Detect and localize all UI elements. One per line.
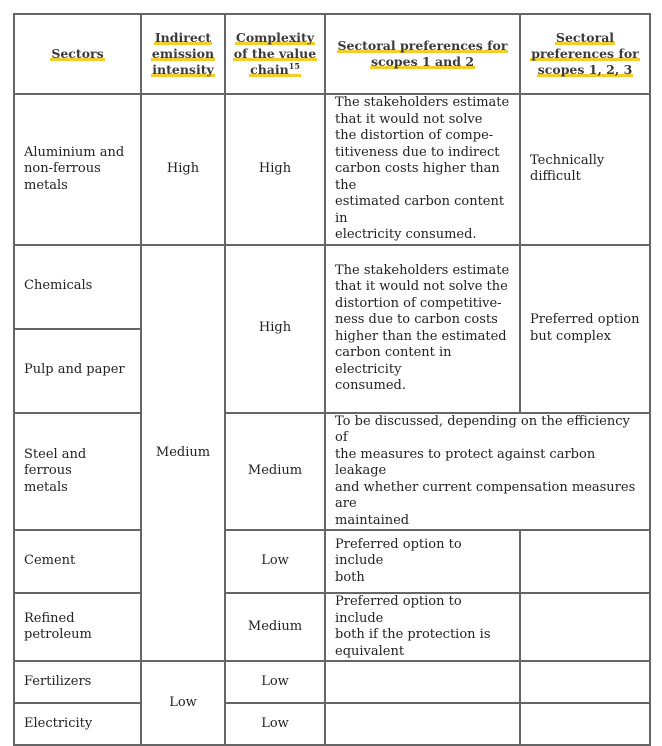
complexity-cell: Low	[225, 661, 325, 703]
row-aluminium	[14, 94, 650, 245]
header-pref-scopes-1-2-3: Sectoral preferences for scopes 1, 2, 3	[520, 14, 650, 94]
intensity-cell: High	[141, 94, 225, 245]
sector-cell: Pulp and paper	[14, 329, 141, 413]
sector-cell: Steel and ferrous metals	[14, 413, 141, 531]
row-electricity	[14, 703, 650, 745]
sector-cell: Electricity	[14, 703, 141, 745]
pref123-cell: Technically difficult	[520, 94, 650, 245]
complexity-cell: Low	[225, 703, 325, 745]
pref12-cell: The stakeholders estimate that it would not solve the distortion of compe- titiveness due to indirect carbon costs higher than the estimated carbon content in electricity consumed.	[325, 94, 520, 245]
complexity-cell: Low	[225, 530, 325, 593]
header-intensity: Indirect emission intensity	[141, 14, 225, 94]
complexity-cell: High	[225, 94, 325, 245]
header-row	[14, 14, 650, 94]
row-cement	[14, 530, 650, 593]
pref12-cell: Preferred option to include both if the protection is equivalent	[325, 593, 520, 661]
pref-merged-cell: To be discussed, depending on the efficiency of the measures to protect against carbon leakage and whether current compensation measures are maintained	[325, 413, 650, 531]
row-refined-petroleum	[14, 593, 650, 661]
pref123-cell-empty	[520, 661, 650, 703]
sector-cell: Aluminium and non-ferrous metals	[14, 94, 141, 245]
sector-cell: Fertilizers	[14, 661, 141, 703]
complexity-cell: High	[225, 245, 325, 413]
pref123-cell-empty	[520, 593, 650, 661]
row-fertilizers	[14, 661, 650, 703]
complexity-cell: Medium	[225, 593, 325, 661]
sector-cell: Refined petroleum	[14, 593, 141, 661]
intensity-cell-low: Low	[141, 661, 225, 745]
pref123-cell: Preferred option but complex	[520, 245, 650, 413]
header-complexity: Complexity of the value chain$^{15}$	[225, 14, 325, 94]
header-sectors: Sectors	[14, 14, 141, 94]
intensity-cell-medium: Medium	[141, 245, 225, 662]
row-steel	[14, 413, 650, 531]
pref123-cell-empty	[520, 530, 650, 593]
pref12-cell-empty	[325, 703, 520, 745]
header-pref-scopes-1-2: Sectoral preferences for scopes 1 and 2	[325, 14, 520, 94]
row-chemicals	[14, 245, 650, 329]
sector-cell: Cement	[14, 530, 141, 593]
pref12-cell-empty	[325, 661, 520, 703]
pref123-cell-empty	[520, 703, 650, 745]
complexity-cell: Medium	[225, 413, 325, 531]
pref12-cell: Preferred option to include both	[325, 530, 520, 593]
sector-cell: Chemicals	[14, 245, 141, 329]
pref12-cell: The stakeholders estimate that it would not solve the distortion of competitive- ness due to carbon costs higher than the estimated carbon content in electricity consumed.	[325, 245, 520, 413]
sector-preferences-table	[13, 13, 651, 746]
